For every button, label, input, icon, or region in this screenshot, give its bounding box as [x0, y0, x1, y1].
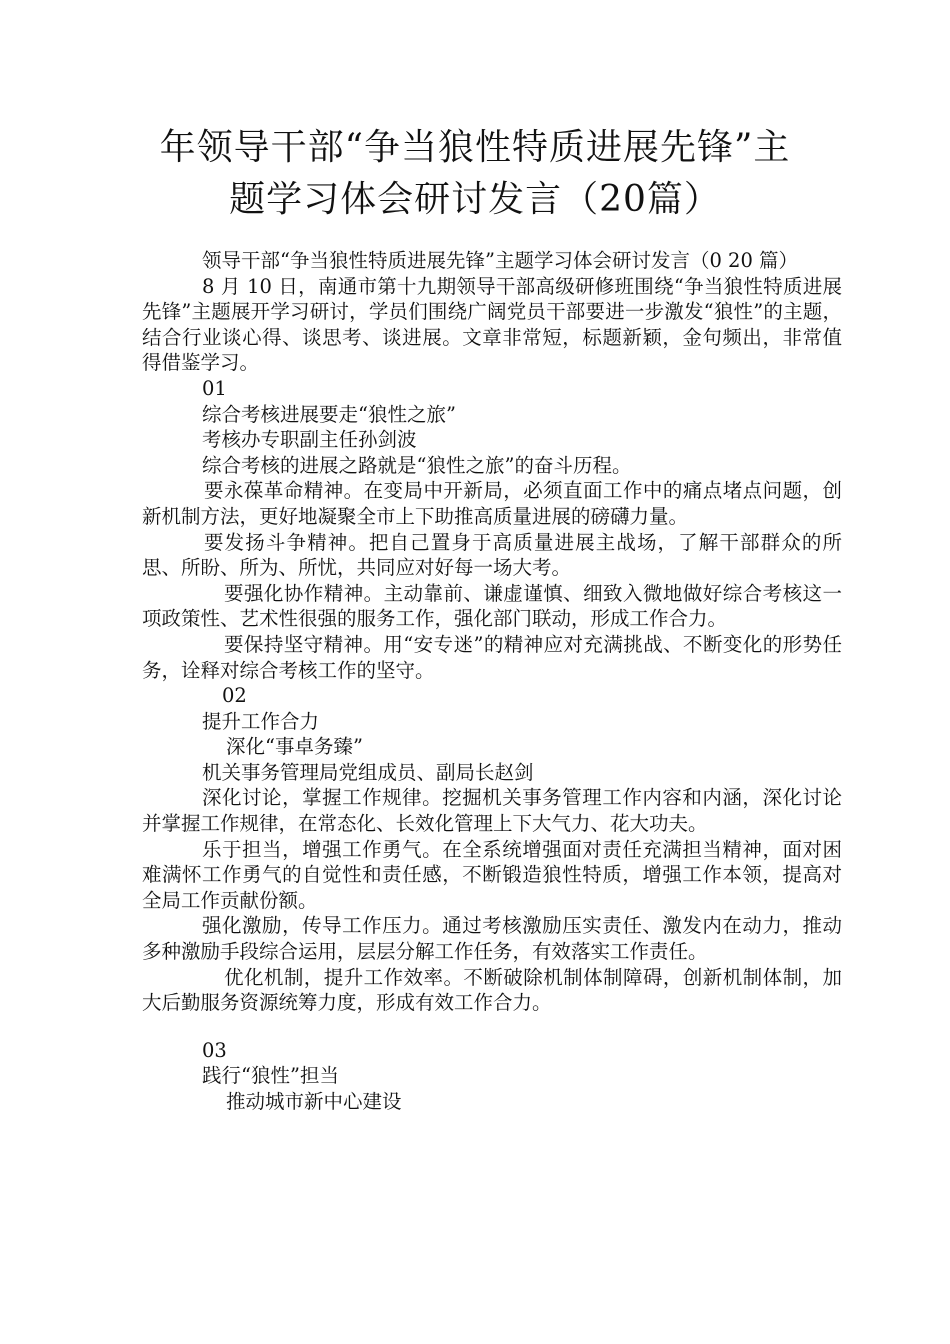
title-line-2: 题学习体会研讨发言（20篇） [229, 179, 721, 220]
section-1-number: 01 [202, 376, 227, 400]
paragraph-gap [142, 1016, 842, 1038]
section-2-paragraph-4: 优化机制，提升工作效率。不断破除机制体制障碍，创新机制体制，加大后勤服务资源统筹力度，形成有效工作合力。 [142, 965, 842, 1015]
section-2-author: 机关事务管理局党组成员、副局长赵剑 [202, 760, 534, 784]
section-1-title: 综合考核进展要走“狼性之旅” [202, 402, 456, 426]
section-2-title-2: 深化“事卓务臻” [226, 735, 363, 759]
section-1-paragraph-1: 综合考核的进展之路就是“狼性之旅”的奋斗历程。 [202, 453, 632, 477]
section-1-paragraph-3: 要发扬斗争精神。把自己置身于高质量进展主战场，了解干部群众的所思、所盼、所为、所忧，共同应对好每一场大考。 [142, 530, 842, 580]
section-2-number: 02 [222, 684, 247, 708]
section-1-paragraph-2: 要永葆革命精神。在变局中开新局，必须直面工作中的痛点堵点问题，创新机制方法，更好地凝聚全市上下助推高质量进展的磅礴力量。 [142, 479, 842, 528]
title-line-1: 年领导干部“争当狼性特质进展先锋”主 [159, 127, 791, 168]
section-2-paragraph-3: 强化激励，传导工作压力。通过考核激励压实责任、激发内在动力，推动多种激励手段综合运用，层层分解工作任务，有效落实工作责任。 [142, 914, 842, 964]
document-body [142, 248, 842, 1115]
document-title [100, 122, 850, 226]
section-2-paragraph-1: 深化讨论，掌握工作规律。挖掘机关事务管理工作内容和内涵，深化讨论并掌握工作规律，在常态化、长效化管理上下大气力、花大功夫。 [142, 786, 842, 836]
section-3-number: 03 [202, 1038, 227, 1062]
section-1-paragraph-4: 要强化协作精神。主动靠前、谦虚谨慎、细致入微地做好综合考核这一项政策性、艺术性很强的服务工作，强化部门联动，形成工作合力。 [142, 581, 842, 631]
intro-paragraph: 领导干部“争当狼性特质进展先锋”主题学习体会研讨发言（0 20 篇） [202, 249, 799, 272]
section-3-title-2: 推动城市新中心建设 [226, 1090, 402, 1113]
section-2-title-1: 提升工作合力 [202, 709, 320, 733]
section-3-title-1: 践行“狼性”担当 [202, 1064, 339, 1088]
section-2-paragraph-2: 乐于担当，增强工作勇气。在全系统增强面对责任充满担当精神，面对困难满怀工作勇气的自觉性和责任感，不断锻造狼性特质，增强工作本领，提高对全局工作贡献份额。 [142, 837, 842, 912]
section-1-author: 考核办专职副主任孙剑波 [202, 428, 417, 452]
section-1-paragraph-5: 要保持坚守精神。用“安专迷”的精神应对充满挑战、不断变化的形势任务，诠释对综合考核工作的坚守。 [142, 632, 842, 682]
lead-paragraph: 8 月 10 日，南通市第十九期领导干部高级研修班围绕“争当狼性特质进展先锋”主题展开学习研讨，学员们围绕广阔党员干部要进一步激发“狼性”的主题，结合行业谈心得、谈思考、谈进展。文章非常短，标题新颖，金句频出，非常值得借鉴学习。 [142, 274, 842, 375]
